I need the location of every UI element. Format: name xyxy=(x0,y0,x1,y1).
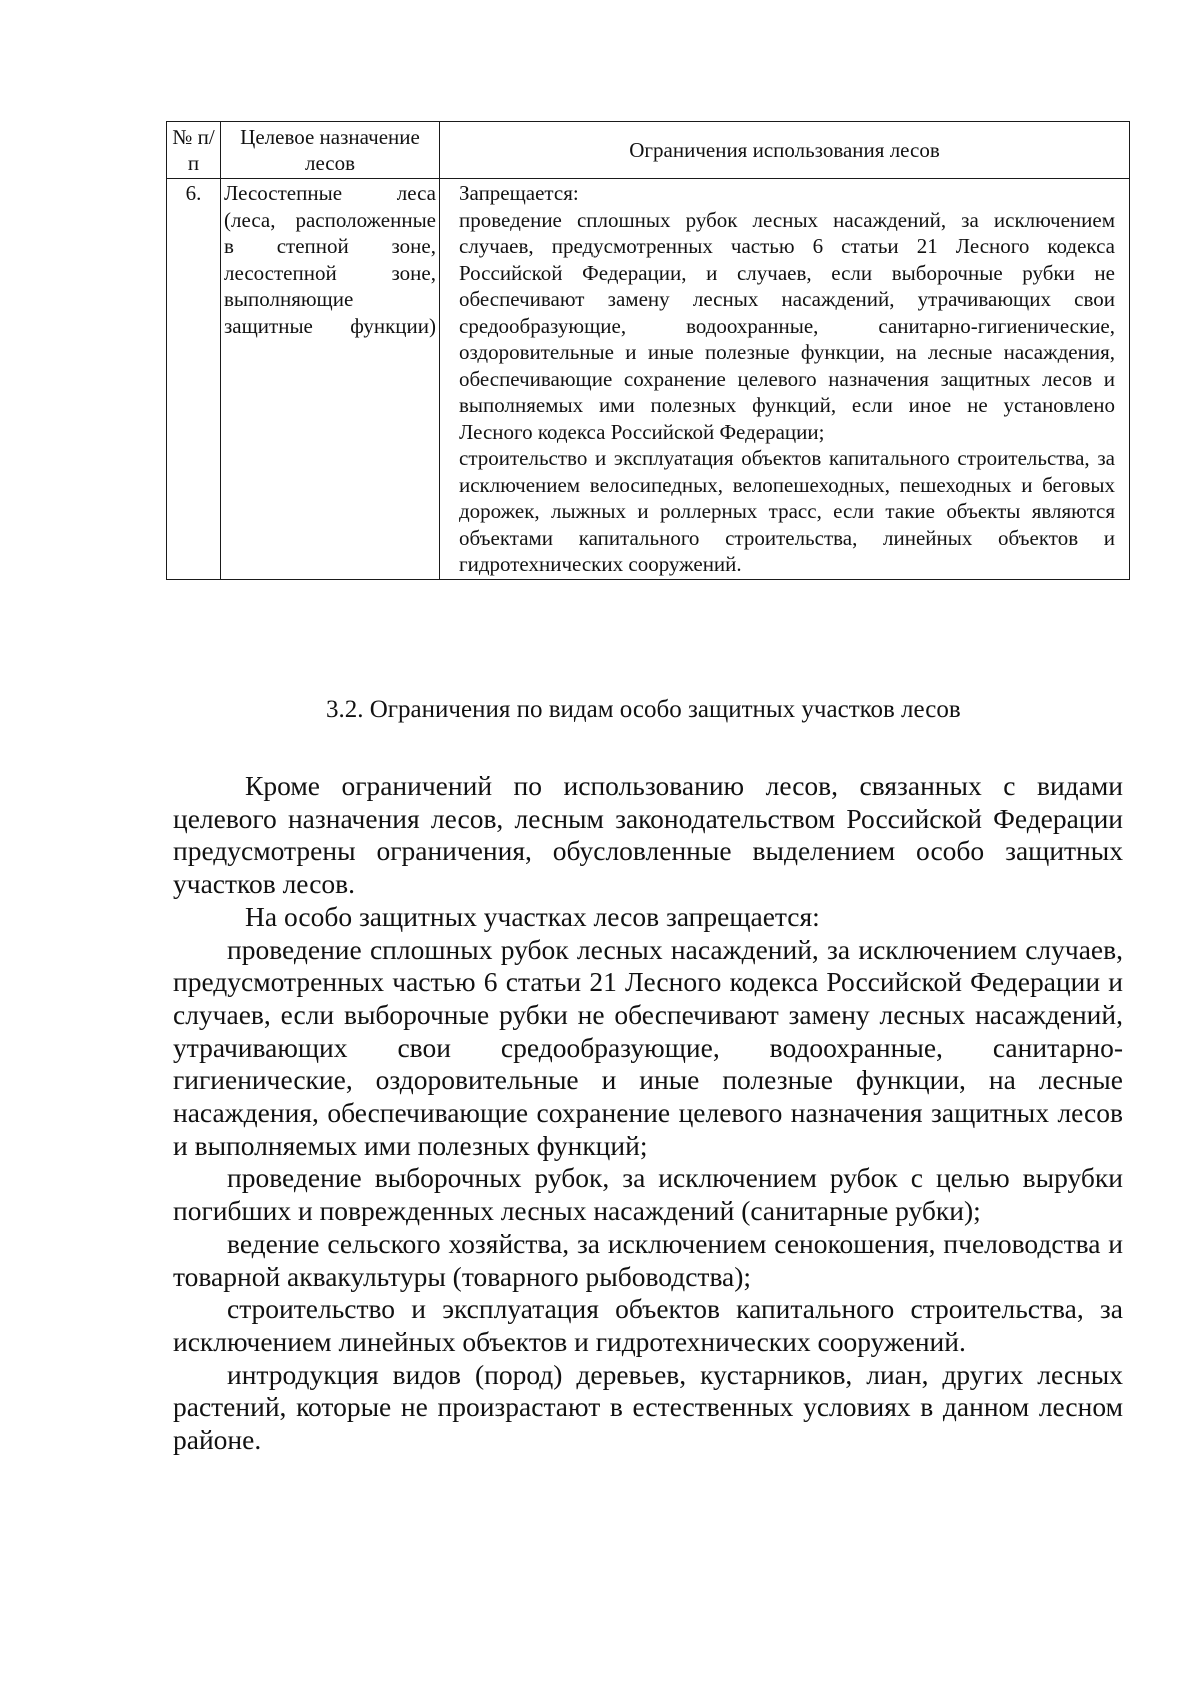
paragraph-clearcut: проведение сплошных рубок лесных насаждений, за исключением случаев, предусмотренных частью 6 статьи 21 Лесного кодекса Российской Федерации и случаев, если выборочные рубки не обеспечивают замену лесных насаждений, утрачивающих свои средообразующие, водоохранные, санитарно-гигиенические, оздоровительные и иные полезные функции, на лесные насаждения, обеспечивающие сохранение целевого назначения защитных лесов и выполняемых ими полезных функций; xyxy=(173,933,1123,1161)
header-purpose: Целевое назначение лесов xyxy=(221,122,440,179)
row-number: 6. xyxy=(167,179,221,580)
section-heading: 3.2. Ограничения по видам особо защитных участков лесов xyxy=(326,696,961,723)
row-purpose: Лесостепные леса (леса, расположенные в степной зоне, лесостепной зоне, выполняющие защитные функции) xyxy=(221,179,440,580)
paragraph-selective-cut: проведение выборочных рубок, за исключением рубок с целью вырубки погибших и поврежденных лесных насаждений (санитарные рубки); xyxy=(173,1162,1123,1227)
paragraph-introduction: интродукция видов (пород) деревьев, кустарников, лиан, других лесных растений, которые не произрастают в естественных условиях в данном лесном районе. xyxy=(173,1358,1123,1456)
paragraph-prohibited: На особо защитных участках лесов запрещается: xyxy=(245,900,820,932)
header-limits: Ограничения использования лесов xyxy=(440,122,1130,179)
limits-item-clearcut: проведение сплошных рубок лесных насаждений, за исключением случаев, предусмотренных частью 6 статьи 21 Лесного кодекса Российской Федерации, и случаев, если выборочные рубки не обеспечивают замену лесных насаждений, утрачивающих свои средообразующие, водоохранные, санитарно-гигиенические, оздоровительные и иные полезные функции, на лесные насаждения, обеспечивающие сохранение целевого назначения защитных лесов и выполняемых ими полезных функций, если иное не установлено Лесного кодекса Российской Федерации; xyxy=(459,207,1115,444)
paragraph-construction: строительство и эксплуатация объектов капитального строительства, за исключением линейных объектов и гидротехнических сооружений. xyxy=(173,1293,1123,1357)
limits-intro: Запрещается: xyxy=(459,181,579,205)
table-row xyxy=(167,179,1130,580)
paragraph-agriculture: ведение сельского хозяйства, за исключением сенокошения, пчеловодства и товарной аквакультуры (товарного рыбоводства); xyxy=(173,1227,1123,1292)
forest-restrictions-table xyxy=(166,121,1130,580)
row-limits xyxy=(440,179,1130,580)
section-body xyxy=(173,770,1123,1457)
paragraph-intro: Кроме ограничений по использованию лесов, связанных с видами целевого назначения лесов, лесным законодательством Российской Федерации предусмотрены ограничения, обусловленные выделением особо защитных участков лесов. xyxy=(173,770,1123,900)
header-number: № п/п xyxy=(167,122,221,179)
table-header-row xyxy=(167,122,1130,179)
limits-item-construction: строительство и эксплуатация объектов капитального строительства, за исключением велосипедных, велопешеходных, пешеходных и беговых дорожек, лыжных и роллерных трасс, если такие объекты являются объектами капитального строительства, линейных объектов и гидротехнических сооружений. xyxy=(459,446,1115,576)
